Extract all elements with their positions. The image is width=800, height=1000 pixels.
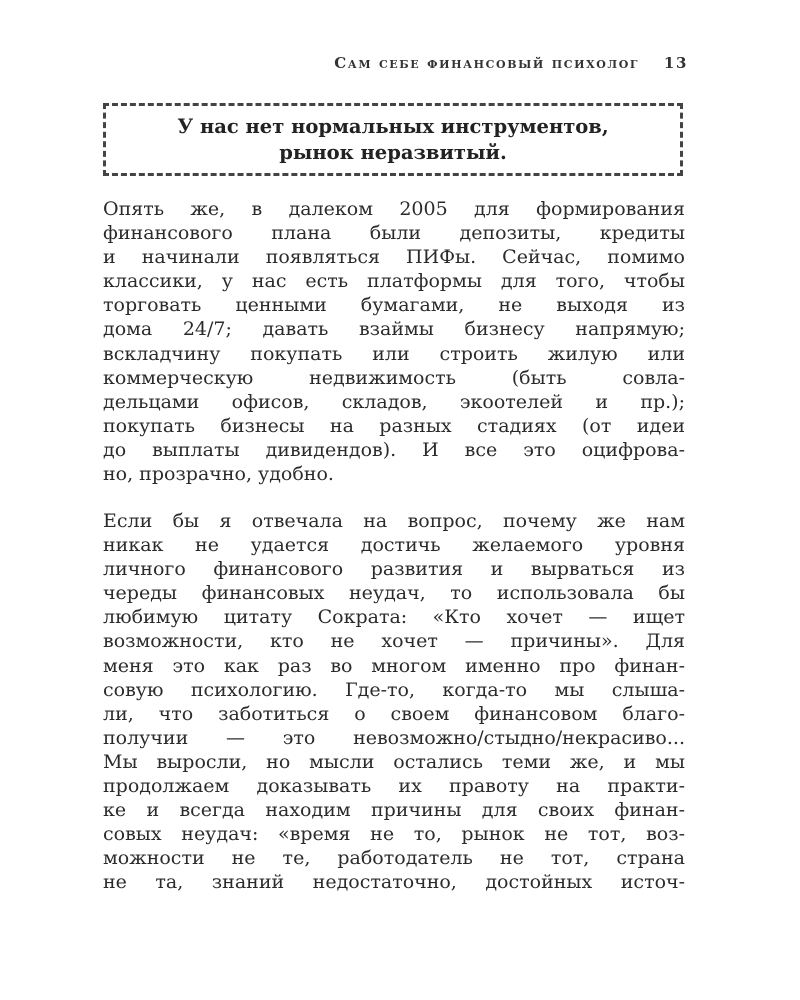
text-line: совую психологию. Где-то, когда-то мы слыша- <box>103 678 685 701</box>
page-number: 13 <box>663 54 688 72</box>
text-line: дома 24/7; давать взаймы бизнесу напрямую; <box>103 318 685 341</box>
text-line: покупать бизнесы на разных стадиях (от идеи <box>103 414 685 437</box>
text-line: череды финансовых неудач, то использовала бы <box>103 582 685 605</box>
text-line: ли, что заботиться о своем финансовом благо- <box>103 702 685 725</box>
text-line: вскладчину покупать или строить жилую или <box>103 342 685 365</box>
text-line: ке и всегда находим причины для своих финан- <box>103 799 685 822</box>
text-line: до выплаты дивидендов). И все это оцифрова- <box>103 438 685 461</box>
text-line: продолжаем доказывать их правоту на практи- <box>103 775 685 798</box>
text-line: коммерческую недвижимость (быть совла- <box>103 366 685 389</box>
text-line: любимую цитату Сократа: «Кто хочет — ищет <box>103 606 685 629</box>
paragraph <box>103 509 685 895</box>
text-line: финансового плана были депозиты, кредиты <box>103 222 685 245</box>
callout-line: рынок неразвитый. <box>279 140 507 164</box>
text-line: дельцами офисов, складов, экоотелей и пр.); <box>103 390 685 413</box>
text-line: возможности, кто не хочет — причины». Для <box>103 630 685 653</box>
text-line: личного финансового развития и вырваться из <box>103 558 685 581</box>
text-line: получии — это невозможно/стыдно/некрасиво... <box>103 726 685 749</box>
text-line: Если бы я отвечала на вопрос, почему же нам <box>103 510 685 532</box>
callout-line: У нас нет нормальных инструментов, <box>177 114 609 138</box>
text-line: торговать ценными бумагами, не выходя из <box>103 294 685 317</box>
text-line: меня это как раз во многом именно про финан- <box>103 654 685 677</box>
text-line: классики, у нас есть платформы для того, чтобы <box>103 270 685 293</box>
text-line: но, прозрачно, удобно. <box>103 463 334 486</box>
paragraph <box>103 197 685 486</box>
running-header <box>334 54 688 72</box>
text-line: можности не те, работодатель не тот, страна <box>103 847 685 870</box>
text-line: Мы выросли, но мысли остались теми же, и мы <box>103 750 685 773</box>
callout-box <box>103 103 683 176</box>
text-line: совых неудач: «время не то, рынок не тот, воз- <box>103 823 685 846</box>
text-line: и начинали появляться ПИФы. Сейчас, помимо <box>103 246 685 269</box>
text-line: никак не удается достичь желаемого уровня <box>103 534 685 557</box>
book-title: Сам себе финансовый психолог <box>334 54 640 72</box>
text-line: Опять же, в далеком 2005 для формирования <box>103 198 685 220</box>
text-line: не та, знаний недостаточно, достойных источ- <box>103 871 685 894</box>
